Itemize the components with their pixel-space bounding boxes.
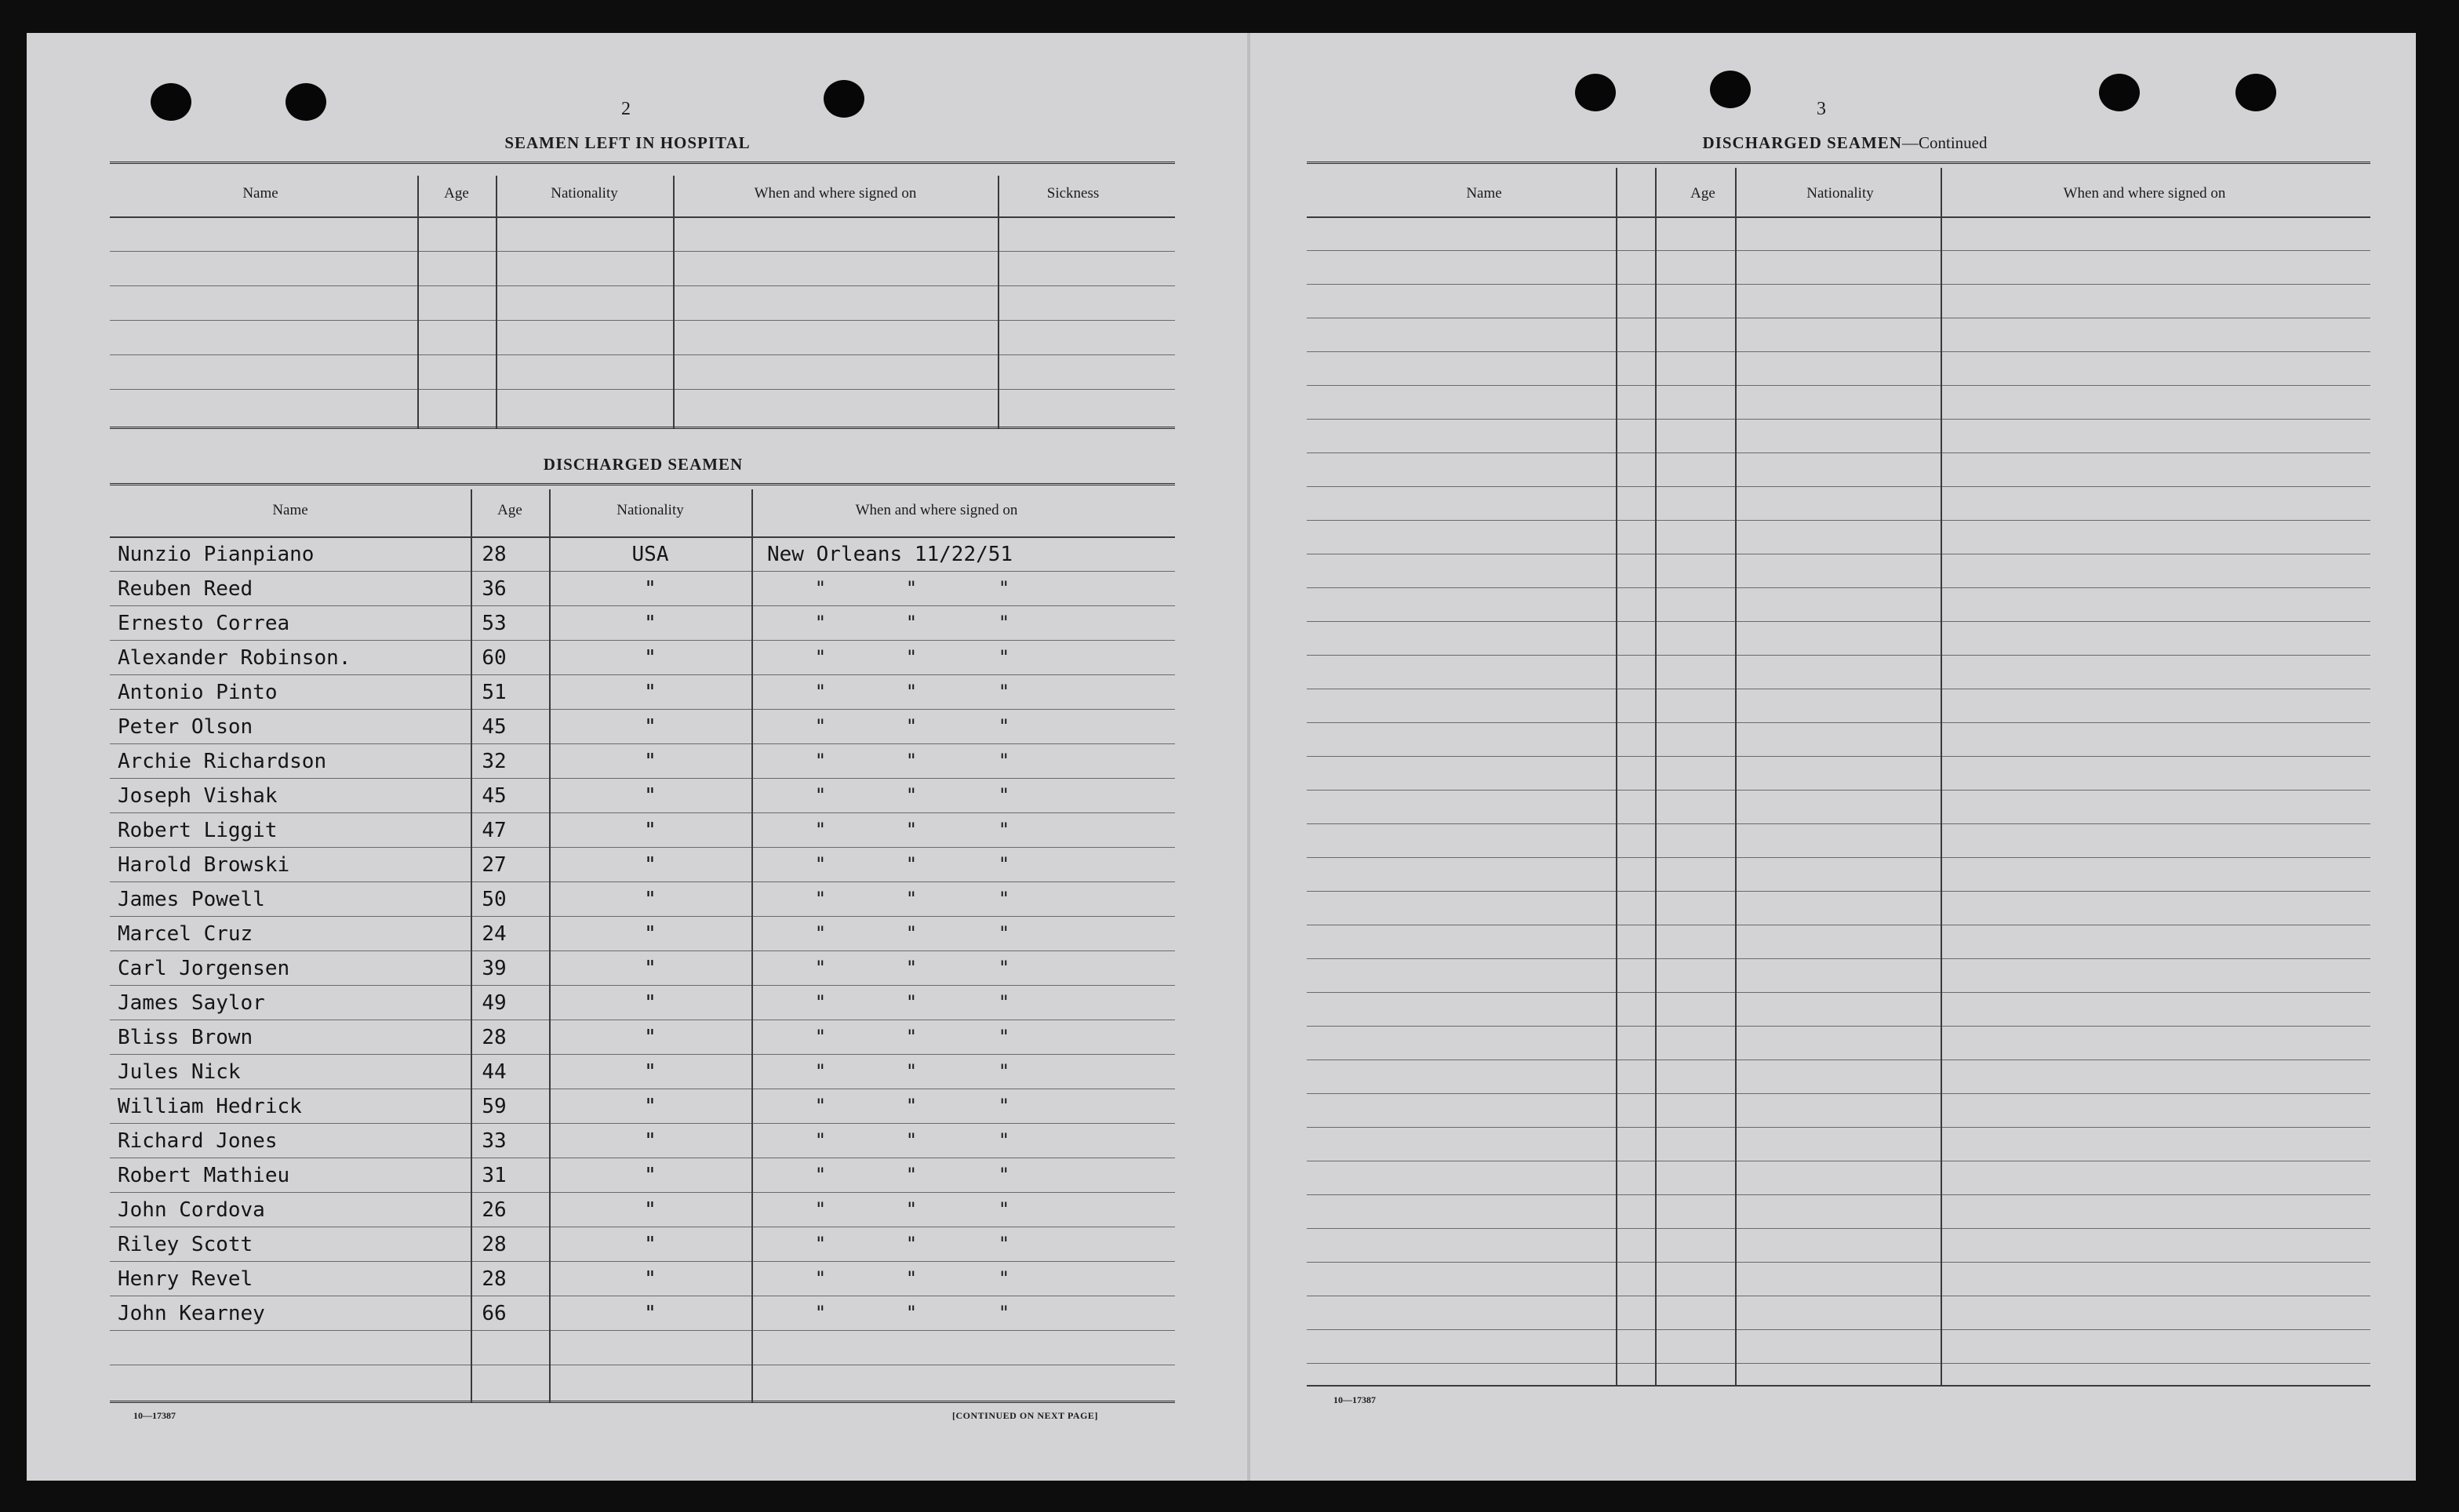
seaman-age: 28 [482,1026,507,1049]
right-row-rule [1307,351,2370,352]
seaman-age: 44 [482,1060,507,1084]
seaman-nationality: " [644,853,657,877]
ditto-mark: " [998,646,1010,668]
seaman-name: William Hedrick [118,1095,302,1118]
hospital-col-divider [673,176,675,428]
page-number: 3 [1817,99,1826,119]
seaman-nationality: USA [631,543,669,566]
ditto-mark: " [814,750,827,772]
ditto-mark: " [905,612,918,634]
ditto-mark: " [998,819,1010,841]
ditto-mark: " [998,715,1010,737]
ditto-mark: " [814,646,827,668]
discharged-row-rule [110,571,1175,572]
ditto-mark: " [905,853,918,875]
seaman-name: James Powell [118,888,265,911]
seaman-age: 59 [482,1095,507,1118]
ditto-mark: " [998,991,1010,1013]
ditto-mark: " [905,1233,918,1255]
ditto-mark: " [905,1164,918,1186]
ditto-mark: " [814,1026,827,1048]
ditto-mark: " [814,819,827,841]
ditto-mark: " [814,577,827,599]
right-row-rule [1307,756,2370,757]
ditto-mark: " [998,1198,1010,1220]
ditto-mark: " [814,888,827,910]
right-table-top-rule [1307,162,2370,167]
discharged-header-name: Name [272,502,308,518]
seaman-age: 26 [482,1198,507,1222]
seaman-nationality: " [644,888,657,911]
seaman-nationality: " [644,1233,657,1256]
discharged-row-rule [110,640,1175,641]
punch-hole [2235,74,2276,111]
right-row-rule [1307,1194,2370,1195]
discharged-section-title: DISCHARGED SEAMEN [543,455,744,474]
ditto-mark: " [998,922,1010,944]
seaman-name: James Saylor [118,991,265,1015]
hospital-section-title: SEAMEN LEFT IN HOSPITAL [504,133,751,152]
right-row-rule [1307,486,2370,487]
hospital-header-sickness: Sickness [1046,185,1100,202]
hospital-row-rule [110,251,1175,252]
discharged-col-divider [471,489,472,1402]
right-row-rule [1307,621,2370,622]
ditto-mark: " [814,957,827,979]
punch-hole [286,83,326,121]
seaman-age: 31 [482,1164,507,1187]
right-row-rule [1307,385,2370,386]
seaman-nationality: " [644,1060,657,1084]
hospital-col-divider [496,176,497,428]
seaman-nationality: " [644,646,657,670]
form-number: 10—17387 [1333,1394,1376,1405]
seaman-age: 53 [482,612,507,635]
seaman-name: Jules Nick [118,1060,241,1084]
seaman-name: Bliss Brown [118,1026,253,1049]
hospital-header-signed-on: When and where signed on [754,185,917,202]
ditto-mark: " [998,1164,1010,1186]
seaman-age: 45 [482,784,507,808]
seaman-nationality: " [644,1164,657,1187]
form-number: 10—17387 [133,1410,176,1421]
seaman-name: Ernesto Correa [118,612,290,635]
ditto-mark: " [814,991,827,1013]
right-row-rule [1307,790,2370,791]
seaman-age: 66 [482,1302,507,1325]
seaman-name: Robert Mathieu [118,1164,290,1187]
right-row-rule [1307,1127,2370,1128]
ditto-mark: " [905,1302,918,1324]
discharged-row-rule [110,778,1175,779]
right-row-rule [1307,419,2370,420]
ditto-mark: " [905,991,918,1013]
seaman-name: Richard Jones [118,1129,278,1153]
punch-hole [2099,74,2140,111]
seaman-name: Reuben Reed [118,577,253,601]
ditto-mark: " [814,1164,827,1186]
ditto-mark: " [905,577,918,599]
ditto-mark: " [905,715,918,737]
seaman-name: Peter Olson [118,715,253,739]
seaman-name: Alexander Robinson. [118,646,351,670]
seaman-age: 28 [482,1267,507,1291]
discharged-row-rule [110,1054,1175,1055]
ditto-mark: " [998,853,1010,875]
discharged-row-rule [110,709,1175,710]
right-header-rule [1307,216,2370,218]
hospital-col-divider [417,176,419,428]
seaman-nationality: " [644,1129,657,1153]
ditto-mark: " [814,1095,827,1117]
right-row-rule [1307,722,2370,723]
right-row-rule [1307,992,2370,993]
ditto-mark: " [998,957,1010,979]
discharged-row-rule [110,1123,1175,1124]
hospital-row-rule [110,320,1175,321]
seaman-age: 45 [482,715,507,739]
ditto-mark: " [905,750,918,772]
right-row-rule [1307,857,2370,858]
seaman-age: 39 [482,957,507,980]
seaman-age: 28 [482,1233,507,1256]
right-row-rule [1307,520,2370,521]
seaman-name: Joseph Vishak [118,784,278,808]
discharged-row-rule [110,881,1175,882]
continued-note: [CONTINUED ON NEXT PAGE] [952,1410,1098,1421]
right-row-rule [1307,655,2370,656]
seaman-nationality: " [644,612,657,635]
seaman-nationality: " [644,819,657,842]
right-row-rule [1307,1093,2370,1094]
punch-hole [151,83,191,121]
seaman-name: Carl Jorgensen [118,957,290,980]
seaman-age: 36 [482,577,507,601]
discharged-table-top-rule [110,483,1175,489]
seaman-name: Marcel Cruz [118,922,253,946]
seaman-name: John Kearney [118,1302,265,1325]
ditto-mark: " [905,1267,918,1289]
discharged-row-rule [110,985,1175,986]
right-row-rule [1307,284,2370,285]
seaman-age: 32 [482,750,507,773]
ditto-mark: " [905,1026,918,1048]
seaman-nationality: " [644,715,657,739]
seaman-age: 47 [482,819,507,842]
seaman-age: 49 [482,991,507,1015]
hospital-header-rule [110,216,1175,218]
document-scan [27,33,2416,1481]
ditto-mark: " [814,715,827,737]
ditto-mark: " [814,1129,827,1151]
seaman-nationality: " [644,750,657,773]
ditto-mark: " [814,1060,827,1082]
discharged-row-rule [110,674,1175,675]
hospital-col-divider [998,176,999,428]
seaman-age: 51 [482,681,507,704]
ditto-mark: " [905,784,918,806]
punch-hole [1575,74,1616,111]
ditto-mark: " [998,784,1010,806]
discharged-row-rule [110,950,1175,951]
seaman-name: Antonio Pinto [118,681,278,704]
seaman-name: John Cordova [118,1198,265,1222]
seaman-nationality: " [644,1198,657,1222]
hospital-table-bottom-rule [110,427,1175,432]
right-row-rule [1307,1228,2370,1229]
seaman-nationality: " [644,1267,657,1291]
discharged-row-rule [110,847,1175,848]
discharged-row-rule [110,1192,1175,1193]
right-header-age: Age [1690,185,1715,202]
seaman-age: 28 [482,543,507,566]
seaman-name: Henry Revel [118,1267,253,1291]
ditto-mark: " [905,922,918,944]
right-header-name: Name [1466,185,1502,202]
hospital-header-nationality: Nationality [551,185,618,202]
ditto-mark: " [998,1233,1010,1255]
hospital-header-name: Name [242,185,278,202]
seaman-age: 50 [482,888,507,911]
ditto-mark: " [998,750,1010,772]
seaman-nationality: " [644,681,657,704]
ditto-mark: " [905,646,918,668]
right-table-bottom-rule [1307,1385,2370,1387]
ditto-mark: " [998,612,1010,634]
right-col-divider [1616,168,1617,1385]
right-row-rule [1307,823,2370,824]
ditto-mark: " [998,681,1010,703]
ditto-mark: " [814,853,827,875]
right-row-rule [1307,587,2370,588]
seaman-name: Harold Browski [118,853,290,877]
ditto-mark: " [905,1198,918,1220]
ditto-mark: " [905,1129,918,1151]
ditto-mark: " [814,1267,827,1289]
right-row-rule [1307,1026,2370,1027]
punch-hole [824,80,864,118]
ditto-mark: " [905,681,918,703]
hospital-row-rule [110,354,1175,355]
right-row-rule [1307,250,2370,251]
discharged-table-bottom-rule [110,1401,1175,1406]
ditto-mark: " [905,1060,918,1082]
discharged-col-divider [549,489,551,1402]
right-row-rule [1307,958,2370,959]
hospital-row-rule [110,389,1175,390]
discharged-row-rule [110,812,1175,813]
page-fold [1247,33,1250,1481]
seaman-age: 33 [482,1129,507,1153]
hospital-header-age: Age [444,185,469,202]
right-row-rule [1307,891,2370,892]
hospital-table-top-rule [110,162,1175,167]
ditto-mark: " [998,1095,1010,1117]
discharged-row-rule [110,916,1175,917]
right-header-signed-on: When and where signed on [2063,185,2226,202]
ditto-mark: " [998,1302,1010,1324]
discharged-header-nationality: Nationality [617,502,684,518]
page-number: 2 [621,99,631,119]
discharged-col-divider [751,489,753,1402]
discharged-row-rule [110,743,1175,744]
ditto-mark: " [814,784,827,806]
seaman-age: 27 [482,853,507,877]
ditto-mark: " [814,1233,827,1255]
ditto-mark: " [998,1267,1010,1289]
right-col-divider [1655,168,1657,1385]
ditto-mark: " [814,681,827,703]
seaman-nationality: " [644,784,657,808]
right-col-divider [1735,168,1737,1385]
discharged-row-rule [110,1261,1175,1262]
ditto-mark: " [814,1302,827,1324]
ditto-mark: " [905,819,918,841]
seaman-nationality: " [644,991,657,1015]
right-section-title [1703,133,1988,153]
seaman-nationality: " [644,957,657,980]
ditto-mark: " [998,888,1010,910]
ditto-mark: " [814,922,827,944]
ditto-mark: " [814,1198,827,1220]
seaman-nationality: " [644,922,657,946]
seaman-age: 24 [482,922,507,946]
ditto-mark: " [998,1129,1010,1151]
seaman-signed-on: New Orleans 11/22/51 [767,543,1013,566]
seaman-name: Riley Scott [118,1233,253,1256]
seaman-name: Robert Liggit [118,819,278,842]
seaman-name: Archie Richardson [118,750,327,773]
discharged-header-signed-on: When and where signed on [855,502,1018,518]
title-continued: —Continued [1901,133,1988,152]
right-header-nationality: Nationality [1806,185,1874,202]
discharged-row-rule [110,605,1175,606]
seaman-nationality: " [644,1095,657,1118]
hospital-row-rule [110,285,1175,286]
ditto-mark: " [998,1060,1010,1082]
right-row-rule [1307,1262,2370,1263]
seaman-nationality: " [644,1026,657,1049]
right-col-divider [1941,168,1942,1385]
discharged-header-age: Age [497,502,522,518]
ditto-mark: " [998,1026,1010,1048]
ditto-mark: " [905,1095,918,1117]
seaman-nationality: " [644,577,657,601]
seaman-name: Nunzio Pianpiano [118,543,315,566]
ditto-mark: " [905,957,918,979]
ditto-mark: " [998,577,1010,599]
ditto-mark: " [905,888,918,910]
ditto-mark: " [814,612,827,634]
title-main: DISCHARGED SEAMEN [1702,133,1902,152]
punch-hole [1710,71,1751,108]
discharged-row-rule [110,1330,1175,1331]
right-row-rule [1307,1329,2370,1330]
right-row-rule [1307,1059,2370,1060]
discharged-header-rule [110,536,1175,538]
seaman-age: 60 [482,646,507,670]
right-row-rule [1307,1363,2370,1364]
seaman-nationality: " [644,1302,657,1325]
